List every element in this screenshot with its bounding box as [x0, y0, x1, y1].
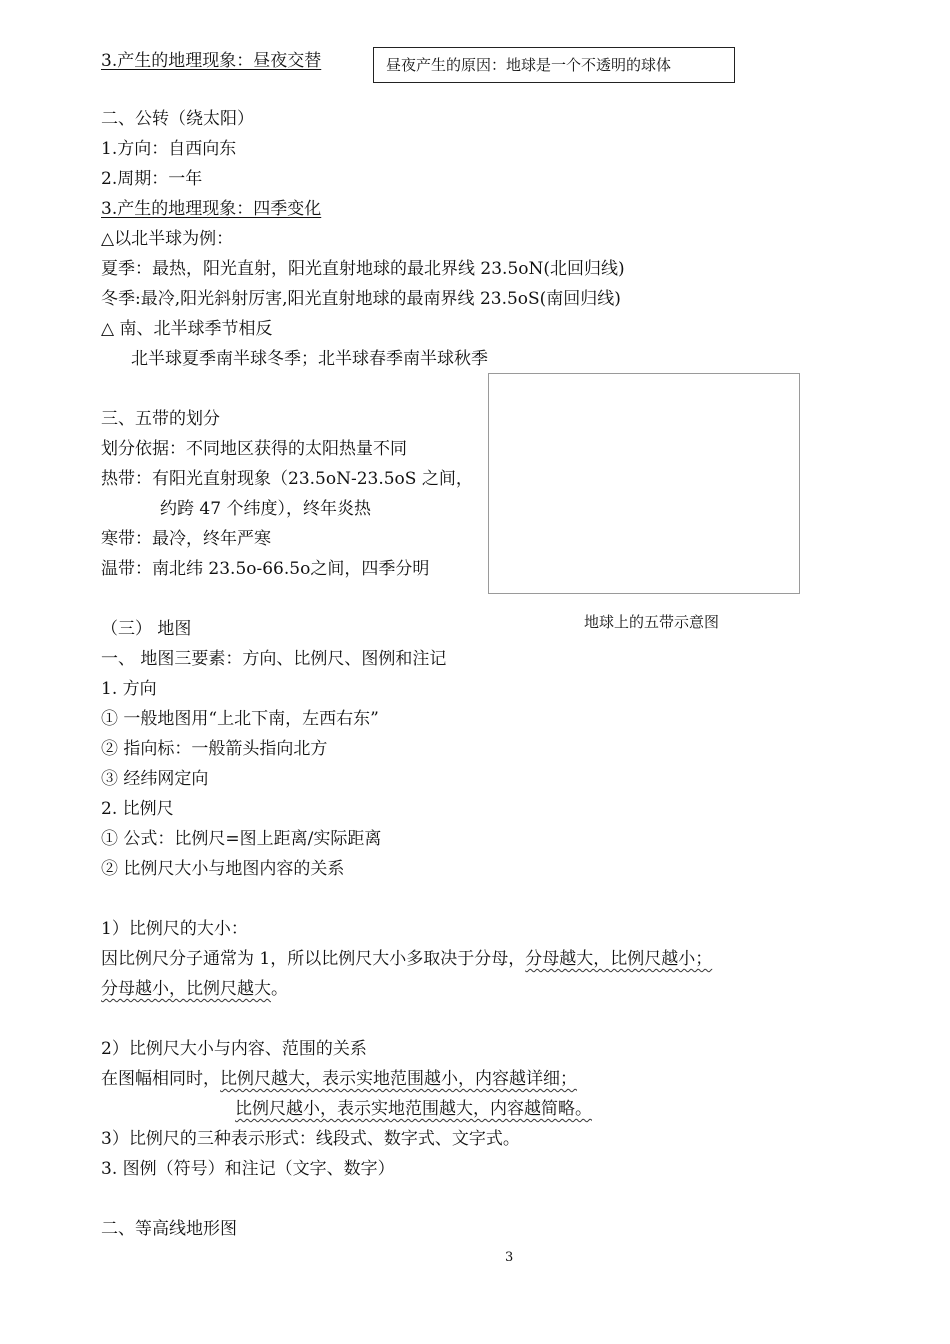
text-line-scale-range-1 [101, 1068, 577, 1090]
text-line-scale-heading: 2. 比例尺 [101, 799, 174, 819]
text-line-division-basis: 划分依据：不同地区获得的太阳热量不同 [101, 439, 407, 459]
text-line-scale-size-explain [101, 948, 712, 970]
scale-size-emphasis-2: 分母越小，比例尺越大 [101, 979, 271, 999]
scale-range-prefix: 在图幅相同时， [101, 1069, 220, 1089]
text-line-scale-forms: 3）比例尺的三种表示形式：线段式、数字式、文字式。 [101, 1129, 520, 1149]
text-line-tropical-cont: 约跨 47 个纬度），终年炎热 [160, 499, 371, 519]
text-line-seasons-opposite: △ 南、北半球季节相反 [101, 319, 273, 339]
five-zones-figure [488, 373, 800, 594]
text-line-scale-size-explain-cont [101, 978, 288, 1000]
scale-size-end: 。 [271, 979, 288, 999]
text-line-day-night-phenomenon: 3.产生的地理现象：昼夜交替 [101, 51, 322, 71]
text-line-scale-range-heading: 2）比例尺大小与内容、范围的关系 [101, 1039, 367, 1059]
text-line-north-arrow: ② 指向标：一般箭头指向北方 [101, 739, 328, 759]
text-line-period: 2.周期：一年 [101, 169, 203, 189]
section-heading-contour-map: 二、等高线地形图 [101, 1219, 237, 1239]
text-line-scale-content: ② 比例尺大小与地图内容的关系 [101, 859, 345, 879]
text-line-temperate: 温带：南北纬 23.5o-66.5o之间，四季分明 [101, 559, 430, 579]
text-line-map-elements: 一、 地图三要素：方向、比例尺、图例和注记 [101, 649, 447, 669]
text-line-legend-notes: 3. 图例（符号）和注记（文字、数字） [101, 1159, 395, 1179]
scale-range-emphasis-1: 比例尺越大，表示实地范围越小，内容越详细； [220, 1069, 577, 1089]
text-line-direction: 1.方向：自西向东 [101, 139, 237, 159]
text-line-north-example: △以北半球为例： [101, 229, 234, 249]
figure-caption: 地球上的五带示意图 [584, 613, 720, 631]
text-line-scale-formula: ① 公式：比例尺=图上距离/实际距离 [101, 829, 382, 849]
page-number: 3 [505, 1250, 514, 1265]
text-line-scale-range-2 [235, 1098, 592, 1120]
text-line-scale-size-heading: 1）比例尺的大小： [101, 919, 248, 939]
scale-range-emphasis-2: 比例尺越小，表示实地范围越大，内容越简略。 [235, 1099, 592, 1119]
text-line-direction-heading: 1. 方向 [101, 679, 157, 699]
text-line-frigid: 寒带：最冷，终年严寒 [101, 529, 271, 549]
section-heading-revolution: 二、公转（绕太阳） [101, 109, 254, 129]
scale-size-text: 因比例尺分子通常为 1，所以比例尺大小多取决于分母， [101, 949, 526, 969]
text-line-season-phenomenon: 3.产生的地理现象：四季变化 [101, 199, 322, 219]
section-heading-maps: （三） 地图 [101, 619, 192, 639]
section-heading-five-zones: 三、五带的划分 [101, 409, 220, 429]
text-line-direction-rule: ① 一般地图用“上北下南，左西右东” [101, 709, 379, 729]
text-line-winter: 冬季:最冷,阳光斜射厉害,阳光直射地球的最南界线 23.5oS(南回归线) [101, 289, 621, 309]
text-line-seasons-detail: 北半球夏季南半球冬季；北半球春季南半球秋季 [131, 349, 488, 369]
note-box: 昼夜产生的原因：地球是一个不透明的球体 [373, 47, 735, 83]
scale-size-emphasis-1: 分母越大，比例尺越小； [525, 949, 713, 969]
text-line-tropical: 热带：有阳光直射现象（23.5oN-23.5oS 之间， [101, 469, 473, 489]
text-line-summer: 夏季：最热，阳光直射，阳光直射地球的最北界线 23.5oN(北回归线) [101, 259, 625, 279]
text-line-graticule: ③ 经纬网定向 [101, 769, 209, 789]
